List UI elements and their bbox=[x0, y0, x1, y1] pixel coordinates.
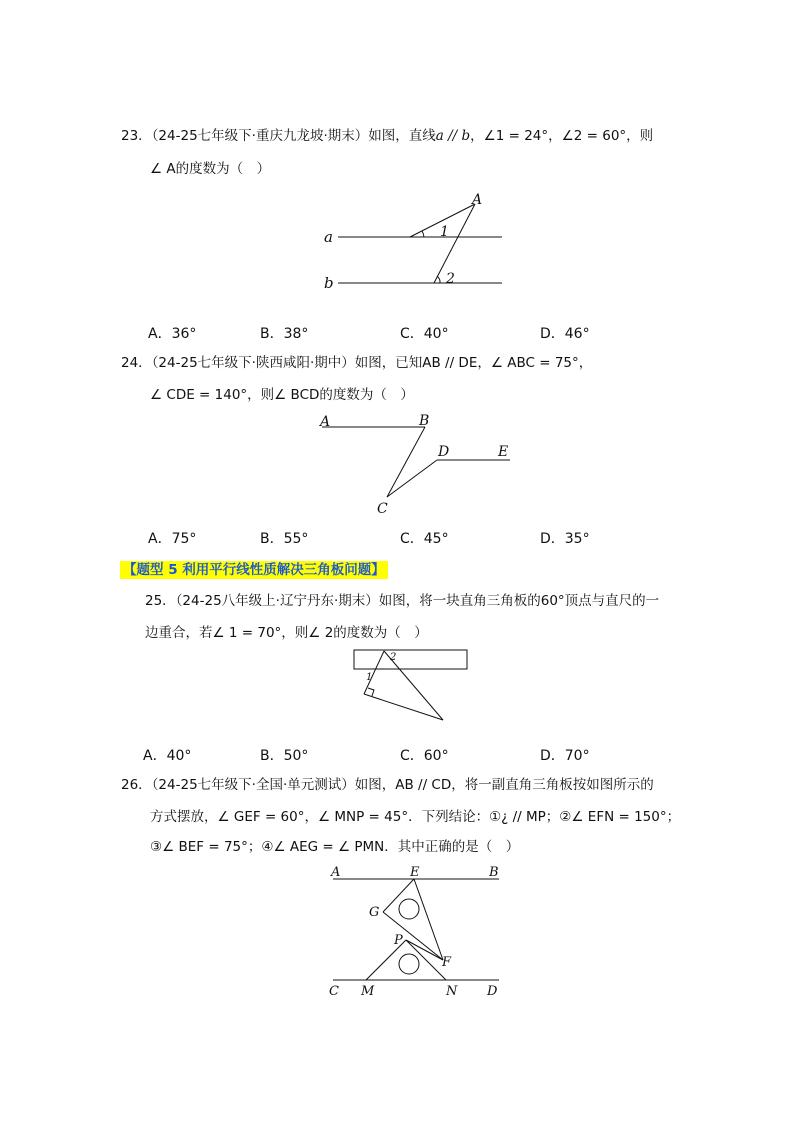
q26-stem-text: 如图，AB // CD，将一副直角三角板按如图所示的 bbox=[354, 777, 654, 793]
q26-number: 26． bbox=[121, 777, 152, 793]
q23-option-c[interactable]: C．40° bbox=[400, 326, 449, 342]
q25-stem-text: 如图，将一块直角三角板的60°顶点与直尺的一 bbox=[378, 593, 660, 609]
q26-label-P: P bbox=[394, 933, 403, 948]
q24-label-E: E bbox=[498, 444, 509, 460]
q24-option-c[interactable]: C．45° bbox=[400, 531, 449, 547]
q23-option-d[interactable]: D．46° bbox=[540, 326, 590, 342]
q25-option-d[interactable]: D．70° bbox=[540, 748, 590, 764]
q23-label-b: b bbox=[324, 274, 334, 292]
q23-source: （24-25七年级下·重庆九龙坡·期末） bbox=[151, 128, 369, 144]
q23-number: 23． bbox=[121, 128, 152, 144]
q24-stem-text: 如图，已知AB // DE，∠ ABC = 75°， bbox=[354, 355, 593, 371]
section-title: 【题型 5 利用平行线性质解决三角板问题】 bbox=[120, 561, 388, 579]
q24-label-A: A bbox=[320, 414, 331, 430]
q23-option-b[interactable]: B．38° bbox=[260, 326, 309, 342]
q24-label-C: C bbox=[377, 501, 388, 517]
q23-stem-a: 如图，直线 bbox=[368, 128, 436, 144]
q24-option-a[interactable]: A．75° bbox=[148, 531, 197, 547]
q26-label-N: N bbox=[446, 984, 458, 999]
q26-source: （24-25七年级下·全国·单元测试） bbox=[151, 777, 355, 793]
q24-number: 24． bbox=[121, 355, 152, 371]
q24-option-b[interactable]: B．55° bbox=[260, 531, 309, 547]
q23-label-a: a bbox=[324, 228, 333, 246]
q25-option-c[interactable]: C．60° bbox=[400, 748, 449, 764]
q23-label-A: A bbox=[472, 192, 483, 208]
q24-option-d[interactable]: D．35° bbox=[540, 531, 590, 547]
q26-line3: ③∠ BEF = 75°；④∠ AEG = ∠ PMN．其中正确的是（ ） bbox=[150, 839, 520, 855]
q23-stem-b: a // b bbox=[435, 128, 471, 144]
q23-stem-c: ，∠1 = 24°，∠2 = 60°，则 bbox=[470, 128, 654, 144]
q23-line2: ∠ A的度数为（ ） bbox=[150, 161, 271, 177]
q25-line2: 边重合，若∠ 1 = 70°，则∠ 2的度数为（ ） bbox=[145, 625, 428, 641]
q25-option-a[interactable]: A．40° bbox=[143, 748, 192, 764]
q26-label-A: A bbox=[331, 865, 341, 880]
q26-line2: 方式摆放，∠ GEF = 60°，∠ MNP = 45°．下列结论：①¿ // MP；②∠ EFN = 150°； bbox=[150, 809, 681, 825]
q25-label-1: 1 bbox=[366, 672, 373, 683]
q26-label-G: G bbox=[369, 905, 380, 920]
q25-label-2: 2 bbox=[390, 652, 397, 663]
q23-label-2: 2 bbox=[446, 271, 455, 287]
q26-label-F: F bbox=[442, 955, 452, 970]
q24-label-B: B bbox=[419, 413, 430, 429]
q26-label-M: M bbox=[361, 984, 375, 999]
q23-label-1: 1 bbox=[440, 224, 449, 240]
q25-number: 25． bbox=[145, 593, 176, 609]
q26-label-D: D bbox=[487, 984, 498, 999]
q25-option-b[interactable]: B．50° bbox=[260, 748, 309, 764]
q24-label-D: D bbox=[438, 444, 450, 460]
q24-source: （24-25七年级下·陕西咸阳·期中） bbox=[151, 355, 355, 371]
q24-line2: ∠ CDE = 140°，则∠ BCD的度数为（ ） bbox=[150, 387, 414, 403]
q26-label-B: B bbox=[489, 865, 499, 880]
q23-option-a[interactable]: A．36° bbox=[148, 326, 197, 342]
q25-source: （24-25八年级上·辽宁丹东·期末） bbox=[175, 593, 379, 609]
q26-label-E: E bbox=[410, 865, 420, 880]
q26-label-C: C bbox=[329, 984, 339, 999]
